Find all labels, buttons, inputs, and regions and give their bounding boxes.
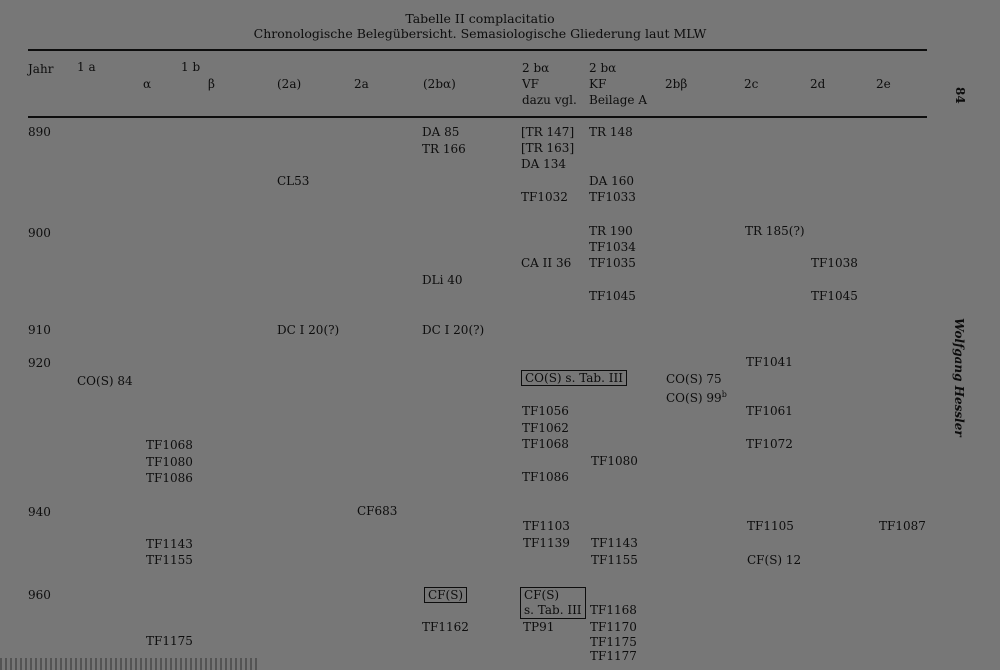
- header-beta: β: [208, 77, 215, 91]
- header-2bb: 2bβ: [665, 77, 688, 91]
- header-kf-line3: Beilage A: [589, 93, 648, 107]
- table-cell: TF1034: [589, 240, 636, 254]
- table-cell: TF1056: [522, 404, 569, 418]
- table-cell: TF1143: [591, 536, 638, 550]
- table-cell-text: CO(S) 99: [666, 391, 722, 405]
- table-cell: TF1103: [523, 519, 570, 533]
- header-2d: 2d: [810, 77, 826, 91]
- table-cell: DA 134: [521, 157, 567, 171]
- table-cell: TF1072: [746, 437, 793, 451]
- table-cell: TF1038: [811, 256, 858, 270]
- table-cell: TF1068: [522, 437, 569, 451]
- boxed-cell: CF(S): [424, 587, 467, 603]
- table-cell: TF1080: [146, 455, 193, 469]
- table-cell: CF(S) 12: [747, 553, 802, 567]
- table-cell: TF1033: [589, 190, 636, 204]
- table-cell: TP91: [523, 620, 555, 634]
- header-kf-line1: 2 bα: [589, 61, 617, 75]
- table-cell: TF1155: [591, 553, 638, 567]
- header-1b: 1 b: [181, 60, 201, 74]
- table-cell: DA 85: [422, 125, 460, 139]
- header-2e: 2e: [876, 77, 891, 91]
- table-cell: TF1155: [146, 553, 193, 567]
- table-cell: TF1170: [590, 620, 637, 634]
- table-cell: TF1045: [811, 289, 858, 303]
- header-vf-line3: dazu vgl.: [522, 93, 577, 107]
- table-cell: CL53: [277, 174, 310, 188]
- table-cell: TR 185(?): [745, 224, 805, 238]
- table-cell: TF1162: [422, 620, 469, 634]
- superscript: b: [721, 390, 727, 399]
- table-cell: DLi 40: [422, 273, 463, 287]
- table-cell: TF1068: [146, 438, 193, 452]
- table-cell: CO(S) 75: [666, 372, 722, 386]
- page-number: 84: [953, 87, 967, 104]
- table-cell: TF1061: [746, 404, 793, 418]
- table-cell: [TR 163]: [521, 141, 575, 155]
- table-cell: CA II 36: [521, 256, 572, 270]
- boxed-cell-line: CF(S): [524, 588, 560, 602]
- table-cell: DC I 20(?): [422, 323, 485, 337]
- table-cell: TR 148: [589, 125, 633, 139]
- table-cell: TF1105: [747, 519, 794, 533]
- table-cell: TF1143: [146, 537, 193, 551]
- table-cell: DA 160: [589, 174, 635, 188]
- table-cell: TF1041: [746, 355, 793, 369]
- scan-noise: [0, 658, 260, 670]
- table-cell: CO(S) 84: [77, 374, 133, 388]
- year-label: 890: [28, 125, 51, 139]
- table-cell: DC I 20(?): [277, 323, 340, 337]
- table-cell: TF1045: [589, 289, 636, 303]
- year-label: 920: [28, 356, 51, 370]
- header-2a: 2a: [354, 77, 369, 91]
- table-cell: TF1168: [590, 603, 637, 617]
- year-label: 900: [28, 226, 51, 240]
- top-rule: [28, 49, 927, 51]
- table-subtitle: Chronologische Belegübersicht. Semasiologische Gliederung laut MLW: [253, 26, 707, 41]
- table-cell: TF1062: [522, 421, 569, 435]
- table-cell: TR 166: [422, 142, 466, 156]
- table-cell: [666, 388, 727, 405]
- header-2c: 2c: [744, 77, 759, 91]
- year-label: 940: [28, 505, 51, 519]
- table-cell: TF1086: [522, 470, 569, 484]
- header-jahr: Jahr: [28, 62, 54, 76]
- table-cell: TF1175: [590, 635, 637, 649]
- table-title: Tabelle II complacitatio: [405, 11, 555, 26]
- boxed-cell-line: s. Tab. III: [524, 603, 582, 617]
- header-vf-line1: 2 bα: [522, 61, 550, 75]
- year-label: 960: [28, 588, 51, 602]
- table-cell: TF1086: [146, 471, 193, 485]
- table-cell: TF1032: [521, 190, 568, 204]
- boxed-cell: CO(S) s. Tab. III: [521, 370, 627, 386]
- header-alpha: α: [143, 77, 152, 91]
- table-cell: TF1175: [146, 634, 193, 648]
- table-cell: TR 190: [589, 224, 633, 238]
- table-cell: TF1087: [879, 519, 926, 533]
- header-1a: 1 a: [77, 60, 96, 74]
- header-2a-paren: (2a): [277, 77, 302, 91]
- header-kf-line2: KF: [589, 77, 607, 91]
- header-vf-line2: VF: [522, 77, 539, 91]
- table-cell: TF1139: [523, 536, 570, 550]
- header-rule: [28, 116, 927, 118]
- boxed-cell: [520, 587, 586, 619]
- table-cell: TF1080: [591, 454, 638, 468]
- table-cell: CF683: [357, 504, 398, 518]
- year-label: 910: [28, 323, 51, 337]
- table-cell: TF1177: [590, 649, 637, 663]
- table-cell: TF1035: [589, 256, 636, 270]
- table-cell: [TR 147]: [521, 125, 575, 139]
- header-2ba-paren: (2bα): [423, 77, 456, 91]
- running-head-author: Wolfgang Hessler: [952, 318, 966, 437]
